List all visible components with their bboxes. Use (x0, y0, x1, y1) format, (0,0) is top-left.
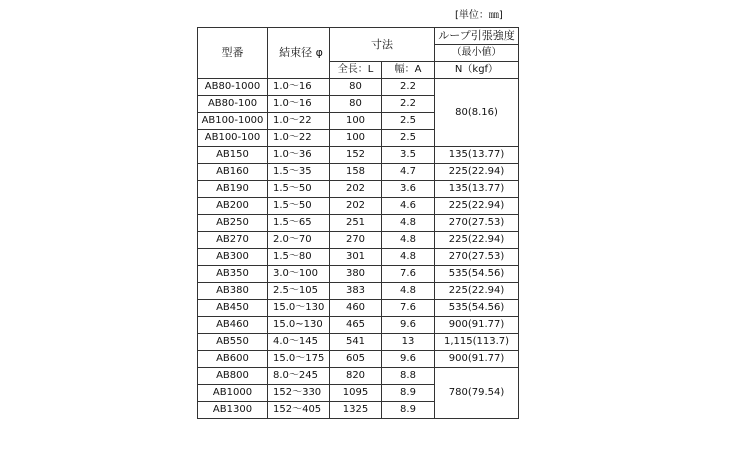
cell-diameter: 1.5～50 (268, 198, 330, 215)
cell-width: 4.7 (382, 164, 435, 181)
cell-diameter: 15.0～175 (268, 351, 330, 368)
cell-model: AB270 (198, 232, 268, 249)
cell-length: 202 (330, 198, 382, 215)
cell-width: 2.2 (382, 96, 435, 113)
cell-diameter: 2.5～105 (268, 283, 330, 300)
cell-diameter: 15.0~130 (268, 317, 330, 334)
table-row (198, 266, 519, 283)
cell-diameter: 1.5～65 (268, 215, 330, 232)
cell-width: 9.6 (382, 317, 435, 334)
header-width: 幅：A (382, 62, 435, 79)
cell-diameter: 1.0～22 (268, 113, 330, 130)
cell-diameter: 1.0～16 (268, 79, 330, 96)
header-dimensions: 寸法 (330, 28, 435, 62)
cell-length: 541 (330, 334, 382, 351)
cell-model: AB150 (198, 147, 268, 164)
cell-width: 7.6 (382, 300, 435, 317)
cell-strength-merged-top: 80(8.16) (435, 79, 519, 147)
cell-length: 820 (330, 368, 382, 385)
table-row (198, 164, 519, 181)
table-row (198, 351, 519, 368)
table-row (198, 215, 519, 232)
cell-width: 3.5 (382, 147, 435, 164)
cell-width: 2.5 (382, 113, 435, 130)
header-strength-unit: N（kgf） (435, 62, 519, 79)
cell-model: AB450 (198, 300, 268, 317)
cell-diameter: 152～330 (268, 385, 330, 402)
cell-diameter: 8.0～245 (268, 368, 330, 385)
cell-diameter: 152～405 (268, 402, 330, 419)
cell-model: AB100-100 (198, 130, 268, 147)
cell-length: 605 (330, 351, 382, 368)
cell-width: 2.2 (382, 79, 435, 96)
table-row (198, 368, 519, 385)
header-strength-min: （最小値） (435, 45, 519, 62)
cell-width: 4.6 (382, 198, 435, 215)
cell-length: 100 (330, 130, 382, 147)
table-row (198, 232, 519, 249)
cell-model: AB250 (198, 215, 268, 232)
cell-strength: 135(13.77) (435, 181, 519, 198)
table-row (198, 198, 519, 215)
cell-diameter: 4.0～145 (268, 334, 330, 351)
cell-diameter: 1.0～36 (268, 147, 330, 164)
cell-length: 1325 (330, 402, 382, 419)
cell-length: 100 (330, 113, 382, 130)
cell-model: AB80-1000 (198, 79, 268, 96)
cell-diameter: 1.0～22 (268, 130, 330, 147)
cell-model: AB600 (198, 351, 268, 368)
cell-model: AB460 (198, 317, 268, 334)
cell-strength: 225(22.94) (435, 164, 519, 181)
table-row (198, 249, 519, 266)
table-row (198, 334, 519, 351)
cell-model: AB380 (198, 283, 268, 300)
cell-length: 251 (330, 215, 382, 232)
cell-strength: 225(22.94) (435, 283, 519, 300)
cell-diameter: 1.5～80 (268, 249, 330, 266)
cell-strength: 225(22.94) (435, 232, 519, 249)
unit-note: [単位：㎜] (455, 10, 503, 21)
table-row (198, 147, 519, 164)
cell-strength: 225(22.94) (435, 198, 519, 215)
cell-length: 460 (330, 300, 382, 317)
cell-strength: 535(54.56) (435, 266, 519, 283)
cell-width: 9.6 (382, 351, 435, 368)
cell-diameter: 3.0～100 (268, 266, 330, 283)
cell-width: 7.6 (382, 266, 435, 283)
cell-diameter: 15.0～130 (268, 300, 330, 317)
cell-length: 380 (330, 266, 382, 283)
cell-width: 13 (382, 334, 435, 351)
cell-width: 8.9 (382, 385, 435, 402)
table-row (198, 317, 519, 334)
cell-model: AB550 (198, 334, 268, 351)
cell-strength: 135(13.77) (435, 147, 519, 164)
cell-model: AB190 (198, 181, 268, 198)
table-row (198, 181, 519, 198)
cell-length: 465 (330, 317, 382, 334)
header-bundle-diameter: 結束径 φ (268, 28, 330, 79)
cell-length: 270 (330, 232, 382, 249)
cell-model: AB80-100 (198, 96, 268, 113)
header-model: 型番 (198, 28, 268, 79)
table-row (198, 283, 519, 300)
table-row (198, 300, 519, 317)
cell-length: 80 (330, 79, 382, 96)
cell-width: 4.8 (382, 283, 435, 300)
cell-length: 1095 (330, 385, 382, 402)
table-row (198, 79, 519, 96)
cell-model: AB300 (198, 249, 268, 266)
cell-length: 152 (330, 147, 382, 164)
cell-strength: 270(27.53) (435, 249, 519, 266)
cell-model: AB100-1000 (198, 113, 268, 130)
cell-width: 4.8 (382, 232, 435, 249)
cell-width: 2.5 (382, 130, 435, 147)
cell-width: 4.8 (382, 249, 435, 266)
cell-width: 4.8 (382, 215, 435, 232)
cell-diameter: 1.5～35 (268, 164, 330, 181)
cell-model: AB800 (198, 368, 268, 385)
cell-length: 158 (330, 164, 382, 181)
cell-diameter: 1.0～16 (268, 96, 330, 113)
cell-strength: 270(27.53) (435, 215, 519, 232)
cell-model: AB200 (198, 198, 268, 215)
cell-strength: 900(91.77) (435, 317, 519, 334)
cell-diameter: 1.5～50 (268, 181, 330, 198)
cell-strength: 535(54.56) (435, 300, 519, 317)
cell-width: 8.8 (382, 368, 435, 385)
cell-length: 80 (330, 96, 382, 113)
cell-length: 383 (330, 283, 382, 300)
header-strength-title: ループ引張強度 (435, 28, 519, 45)
cell-model: AB160 (198, 164, 268, 181)
cell-strength: 1,115(113.7) (435, 334, 519, 351)
cell-width: 8.9 (382, 402, 435, 419)
header-length: 全長：L (330, 62, 382, 79)
cell-diameter: 2.0～70 (268, 232, 330, 249)
cell-strength: 900(91.77) (435, 351, 519, 368)
cell-length: 202 (330, 181, 382, 198)
cell-model: AB1000 (198, 385, 268, 402)
cell-model: AB1300 (198, 402, 268, 419)
cell-length: 301 (330, 249, 382, 266)
spec-table (197, 27, 519, 419)
cell-strength-merged-bottom: 780(79.54) (435, 368, 519, 419)
cell-model: AB350 (198, 266, 268, 283)
cell-width: 3.6 (382, 181, 435, 198)
